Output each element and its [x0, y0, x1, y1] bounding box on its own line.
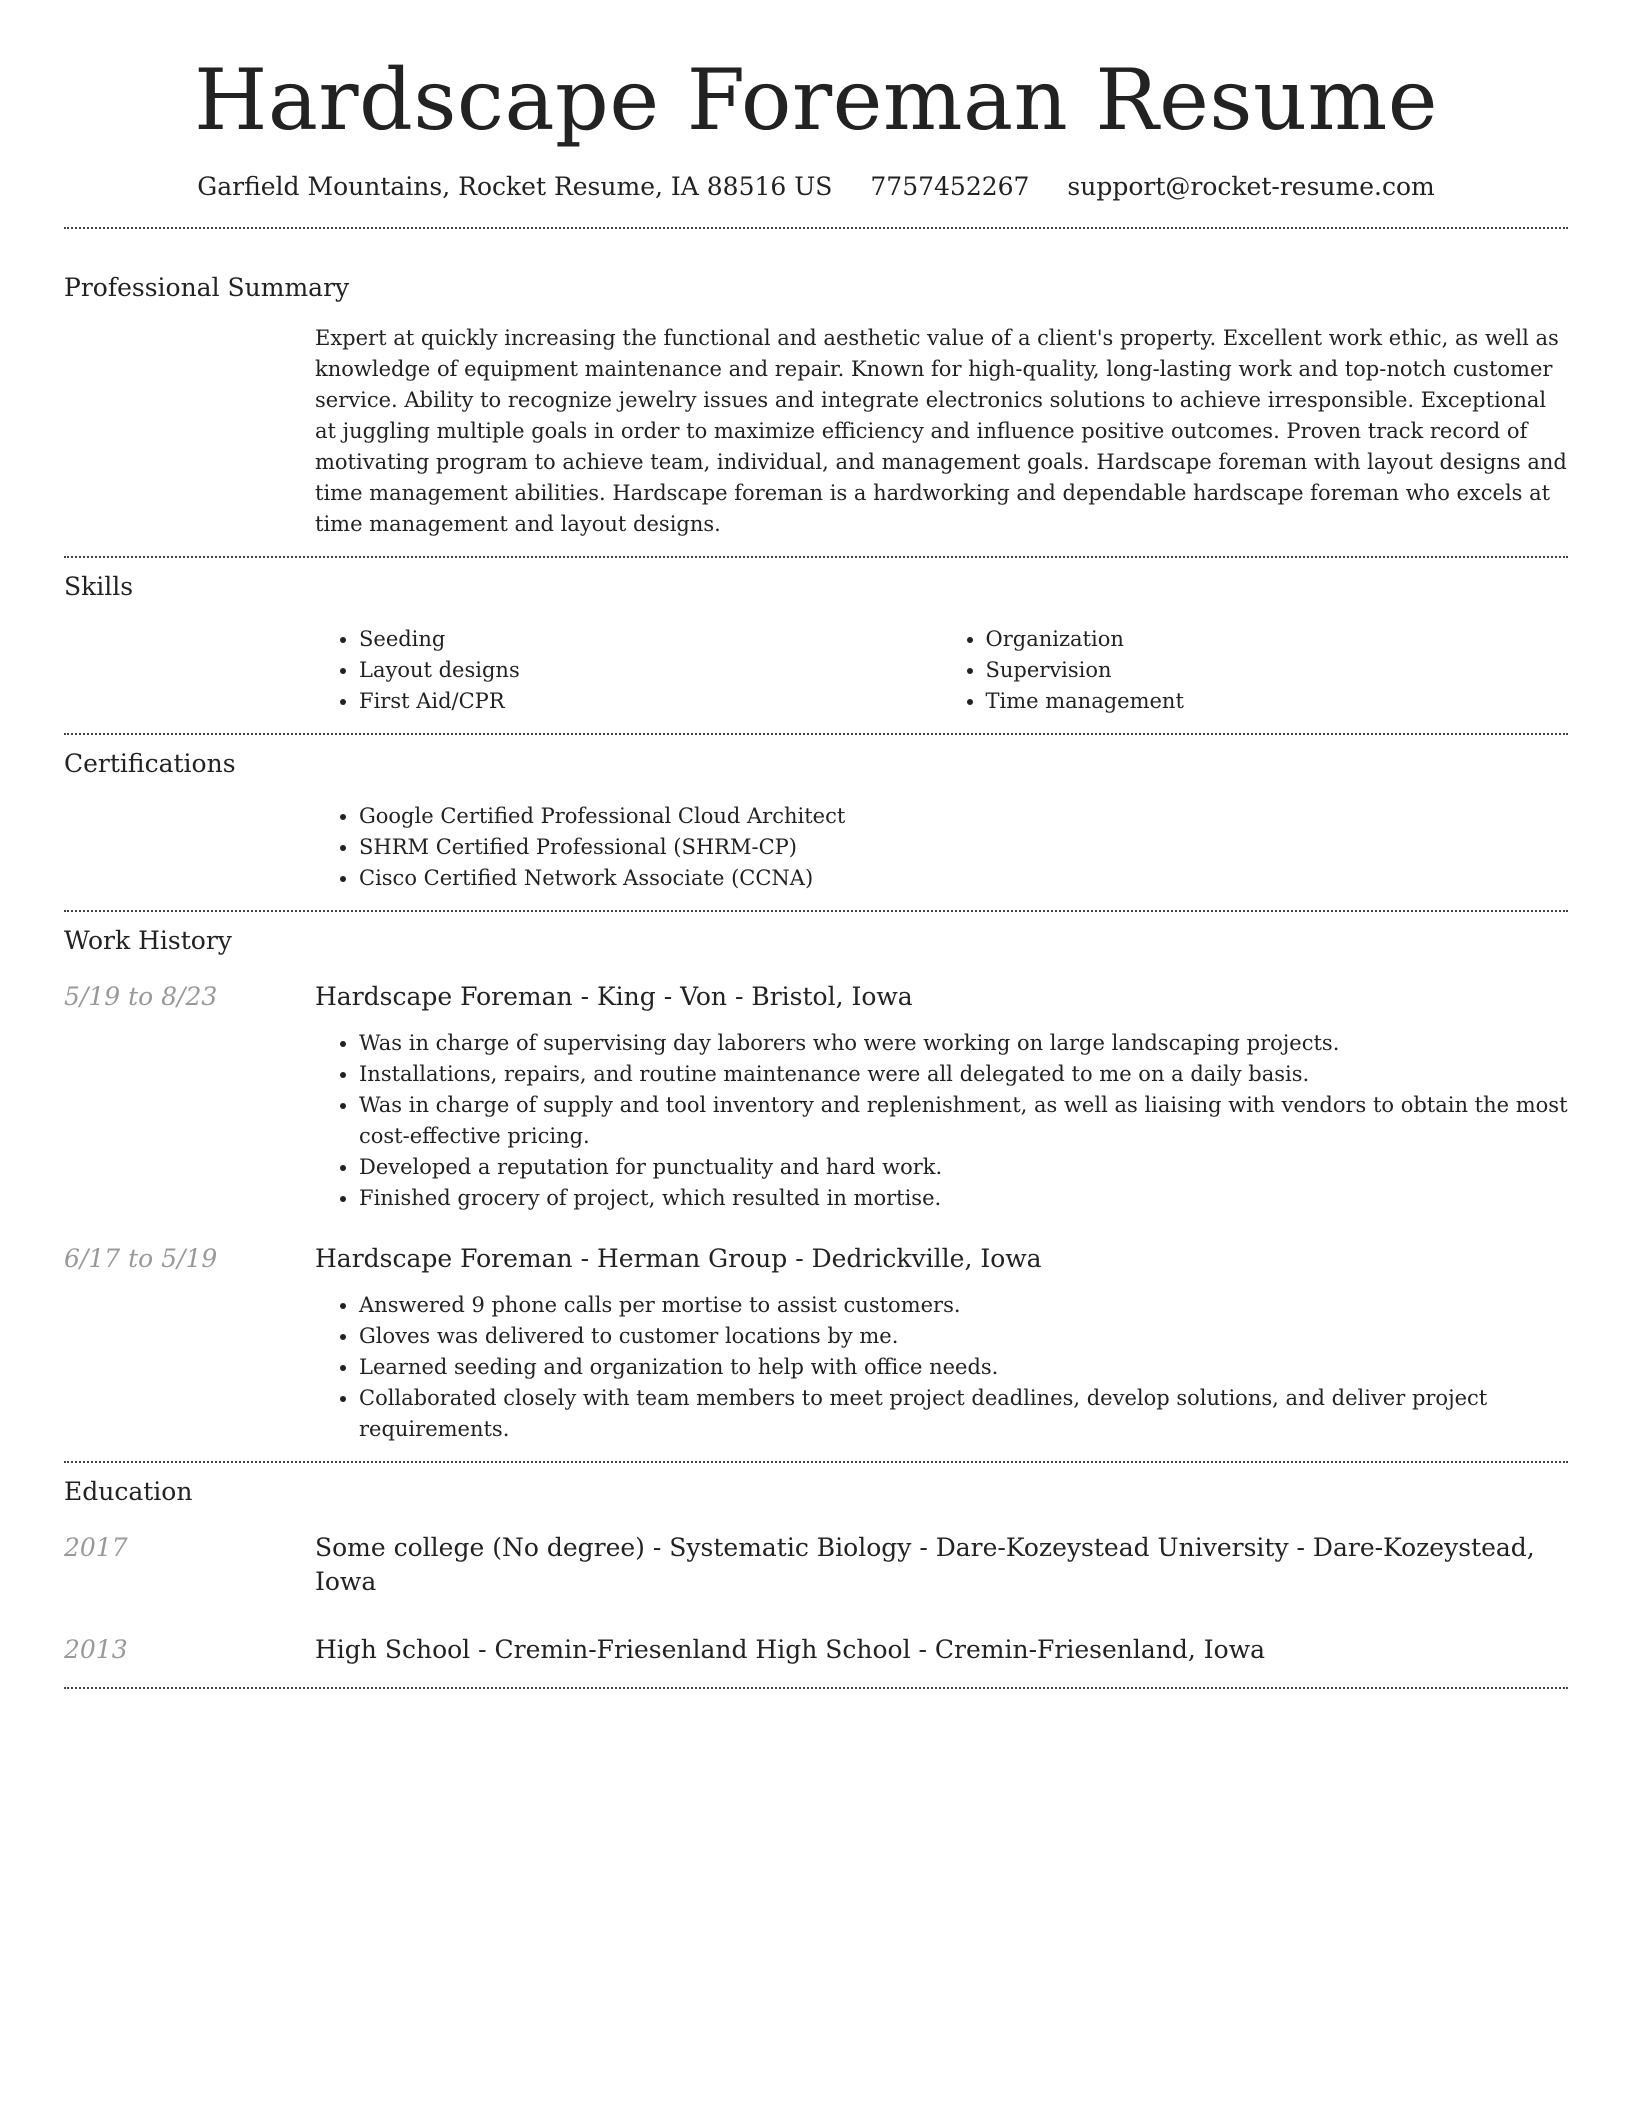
- job-bullet: • Was in charge of supervising day laborers who were working on large landscaping projects.: [359, 1028, 1568, 1059]
- job-bullet: • Collaborated closely with team members to meet project deadlines, develop solutions, and deliver project requirements.: [359, 1383, 1568, 1445]
- job-dates: 5/19 to 8/23: [64, 982, 218, 1011]
- divider: [64, 1687, 1568, 1689]
- education-school: - Cremin-Friesenland High School - Cremin-Friesenland, Iowa: [470, 1635, 1265, 1664]
- job-bullet: • Learned seeding and organization to help with office needs.: [359, 1352, 1568, 1383]
- skills-section: [64, 570, 1568, 717]
- skills-list-left: [315, 624, 942, 717]
- work-history-heading: Work History: [64, 926, 232, 955]
- education-entry: [64, 1531, 1568, 1599]
- education-school: - Dare-Kozeystead University - Dare-Kozeystead, Iowa: [315, 1533, 1535, 1596]
- divider: [64, 733, 1568, 735]
- skill-item: • Supervision: [986, 655, 1569, 686]
- certifications-section: [64, 747, 1568, 894]
- job-entry: [64, 1242, 1568, 1445]
- summary-heading: Professional Summary: [64, 273, 350, 302]
- skill-item: • Layout designs: [359, 655, 942, 686]
- contact-line: [0, 170, 1632, 204]
- certification-item: • SHRM Certified Professional (SHRM-CP): [359, 832, 1568, 863]
- skill-item: • Organization: [986, 624, 1569, 655]
- skills-heading: Skills: [64, 572, 134, 601]
- skill-item: • Time management: [986, 686, 1569, 717]
- contact-address: Garfield Mountains, Rocket Resume, IA 88516 US: [197, 172, 833, 201]
- divider: [64, 227, 1568, 229]
- job-bullet: • Was in charge of supply and tool inventory and replenishment, as well as liaising with vendors to obtain the most cost-effective pricing.: [359, 1090, 1568, 1152]
- education-title: [315, 1633, 1568, 1667]
- divider: [64, 1461, 1568, 1463]
- skill-item: • Seeding: [359, 624, 942, 655]
- job-bullet: • Answered 9 phone calls per mortise to assist customers.: [359, 1290, 1568, 1321]
- certifications-heading: Certifications: [64, 749, 236, 778]
- skill-item: • First Aid/CPR: [359, 686, 942, 717]
- education-heading: Education: [64, 1477, 193, 1506]
- education-entry: [64, 1633, 1568, 1667]
- job-bullet: • Finished grocery of project, which resulted in mortise.: [359, 1183, 1568, 1214]
- divider: [64, 556, 1568, 558]
- job-bullet: • Installations, repairs, and routine maintenance were all delegated to me on a daily basis.: [359, 1059, 1568, 1090]
- certification-item: • Google Certified Professional Cloud Architect: [359, 801, 1568, 832]
- job-bullet: • Developed a reputation for punctuality and hard work.: [359, 1152, 1568, 1183]
- education-degree: High School: [315, 1635, 471, 1664]
- certification-item: • Cisco Certified Network Associate (CCNA): [359, 863, 1568, 894]
- summary-section: [64, 271, 1568, 540]
- job-bullets: [315, 1290, 1568, 1445]
- job-dates: 6/17 to 5/19: [64, 1244, 218, 1273]
- divider: [64, 910, 1568, 912]
- job-bullet: • Gloves was delivered to customer locations by me.: [359, 1321, 1568, 1352]
- certifications-list: [315, 801, 1568, 894]
- education-year: 2017: [64, 1533, 128, 1562]
- job-entry: [64, 980, 1568, 1214]
- education-year: 2013: [64, 1635, 128, 1664]
- summary-text: Expert at quickly increasing the functional and aesthetic value of a client's property. Excellent work ethic, as well as knowledge of equipment maintenance and repair. Known for high-quality, long-lasting work and top-notch customer service. Ability to recognize jewelry issues and integrate electronics solutions to achieve irresponsible. Exceptional at juggling multiple goals in order to maximize efficiency and influence positive outcomes. Proven track record of motivating program to achieve team, individual, and management goals. Hardscape foreman with layout designs and time management abilities. Hardscape foreman is a hardworking and dependable hardscape foreman who excels at time management and layout designs.: [315, 326, 1567, 536]
- contact-email: support@rocket-resume.com: [1067, 172, 1435, 201]
- skills-list-right: [942, 624, 1569, 717]
- contact-phone: 7757452267: [870, 172, 1030, 201]
- job-title: Hardscape Foreman - Herman Group - Dedrickville, Iowa: [315, 1244, 1042, 1273]
- education-section: [64, 1475, 1568, 1667]
- resume-title: Hardscape Foreman Resume: [194, 51, 1438, 149]
- education-title: [315, 1531, 1568, 1599]
- work-history-section: [64, 924, 1568, 1445]
- job-title: Hardscape Foreman - King - Von - Bristol, Iowa: [315, 982, 913, 1011]
- job-bullets: [315, 1028, 1568, 1214]
- education-degree: Some college (No degree) - Systematic Biology: [315, 1533, 912, 1562]
